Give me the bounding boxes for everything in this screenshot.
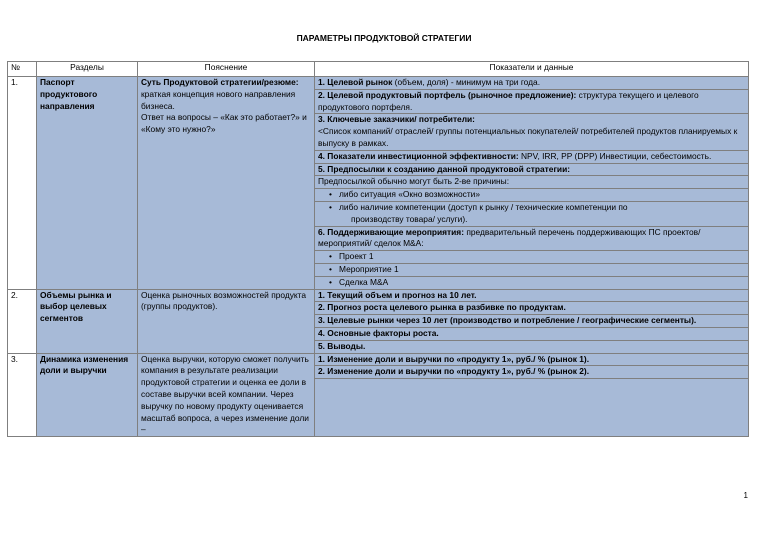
- list-item: 5. Выводы.: [318, 340, 366, 351]
- row-number: 1.: [8, 77, 37, 290]
- list-item: 3. Ключевые заказчики/ потребители: <Список компаний/ отраслей/ группы потенциальных покупателей/ потребителей продуктов планируемых к выпуску в рамках.: [315, 114, 748, 150]
- bullet-item: • либо наличие компетенции (доступ к рынку / технические компетенции по: [315, 202, 748, 214]
- header-sections: Разделы: [37, 62, 138, 77]
- explanation-cell: Оценка выручки, которую сможет получить компания в результате реализации продуктовой стратегии и оценка ее доли в составе выручки всей компании. Через выручку по новому продукту оценивается масштаб вопроса, а через изменение доли –: [138, 353, 315, 437]
- bullet-item: • Мероприятие 1: [315, 264, 748, 277]
- header-indicators: Показатели и данные: [315, 62, 749, 77]
- list-item: 4. Показатели инвестиционной эффективности: NPV, IRR, PP (DPP) Инвестиции, себестоимость.: [315, 151, 748, 164]
- bullet-item-continuation: производству товара/ услуги).: [315, 214, 748, 227]
- explanation-text-2: Ответ на вопросы – «Как это работает?» и «Кому это нужно?»: [141, 112, 307, 135]
- explanation-bold: Суть Продуктовой стратегии/резюме:: [141, 77, 299, 87]
- row-number: 2.: [8, 289, 37, 353]
- list-item: 2. Целевой продуктовый портфель (рыночное предложение): структура текущего и целевого продуктового портфеля.: [315, 90, 748, 115]
- bullet-item: • Проект 1: [315, 251, 748, 264]
- strategy-table: [7, 61, 749, 437]
- bullet-item: • либо ситуация «Окно возможности»: [315, 189, 748, 202]
- section-cell: Объемы рынка и выбор целевых сегментов: [37, 289, 138, 353]
- table-row: [8, 289, 749, 353]
- list-item: 2. Прогноз роста целевого рынка в разбивке по продуктам.: [315, 302, 748, 315]
- list-item: 1. Изменение доли и выручки по «продукту 1», руб./ % (рынок 1).: [315, 354, 748, 367]
- explanation-cell: [138, 77, 315, 290]
- section-cell: Динамика изменения доли и выручки: [37, 353, 138, 437]
- list-item: 1. Текущий объем и прогноз на 10 лет.: [315, 290, 748, 303]
- explanation-text: краткая концепция нового направления бизнеса.: [141, 88, 296, 111]
- list-item-empty: [315, 379, 748, 391]
- header-explanation: Пояснение: [138, 62, 315, 77]
- list-item: Предпосылкой обычно могут быть 2-ве причины:: [315, 176, 748, 189]
- list-item: 5. Предпосылки к созданию данной продуктовой стратегии:: [315, 164, 748, 177]
- page-title: ПАРАМЕТРЫ ПРОДУКТОВОЙ СТРАТЕГИИ: [296, 33, 472, 43]
- list-item: 6. Поддерживающие мероприятия: предварительный перечень поддерживающих ПС проектов/ мероприятий/ сделок M&A:: [315, 227, 748, 252]
- header-num: №: [8, 62, 37, 77]
- list-item: 1. Целевой рынок (объем, доля) - минимум на три года.: [315, 77, 748, 90]
- row-number: 3.: [8, 353, 37, 437]
- indicators-cell: [315, 353, 749, 437]
- list-item: 2. Изменение доли и выручки по «продукту 1», руб./ % (рынок 2).: [315, 366, 748, 379]
- indicators-cell: [315, 77, 749, 290]
- list-item: 4. Основные факторы роста.: [315, 328, 748, 341]
- table-row: [8, 77, 749, 290]
- section-cell: Паспорт продуктового направления: [37, 77, 138, 290]
- page-number: 1: [743, 491, 748, 500]
- list-item: 3. Целевые рынки через 10 лет (производство и потребление / географические сегменты).: [315, 315, 748, 328]
- explanation-cell: Оценка рыночных возможностей продукта (группы продуктов).: [138, 289, 315, 353]
- header-row: [8, 62, 749, 77]
- indicators-cell: [315, 289, 749, 353]
- bullet-item: • Сделка M&A: [315, 277, 748, 289]
- table-row: [8, 353, 749, 437]
